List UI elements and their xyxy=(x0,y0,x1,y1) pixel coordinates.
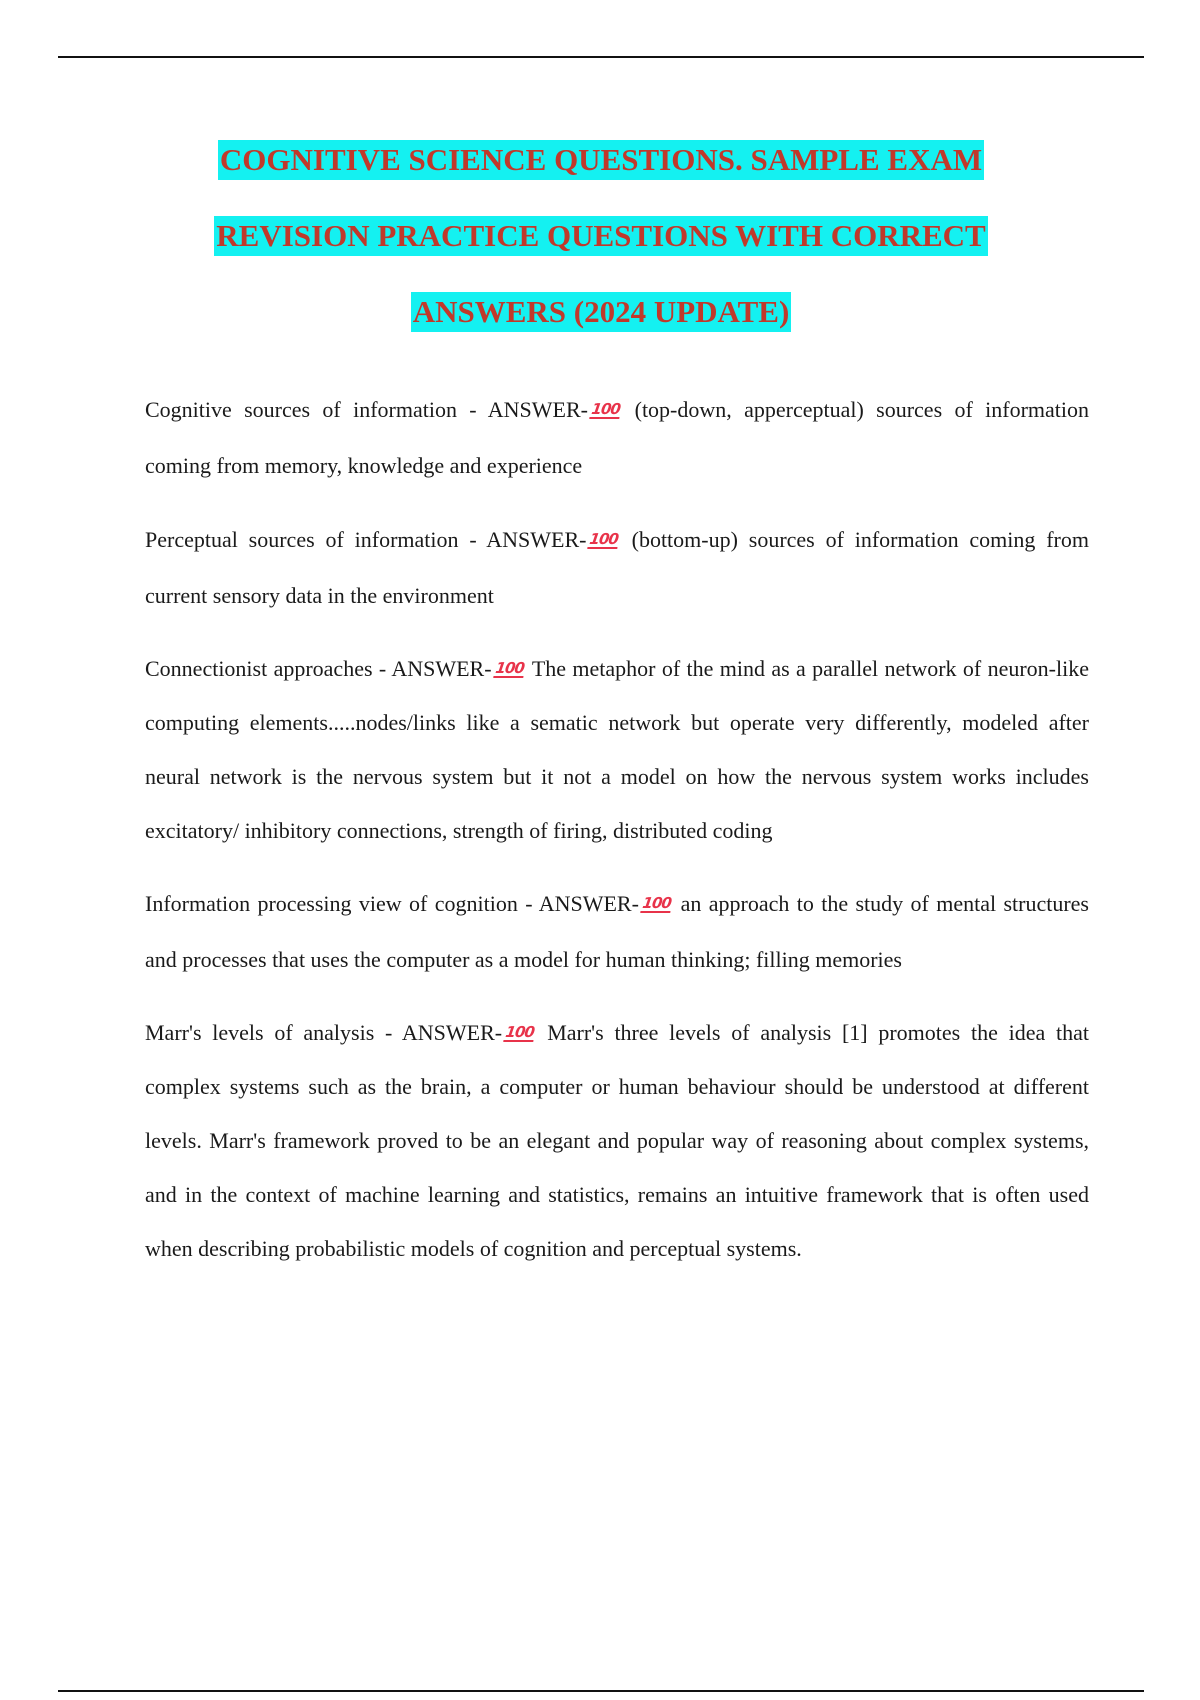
top-rule xyxy=(58,56,1144,58)
title-line-2: REVISION PRACTICE QUESTIONS WITH CORRECT xyxy=(214,216,987,256)
hundred-points-icon: 100 xyxy=(493,659,525,677)
qa-term: Cognitive sources of information - ANSWER- xyxy=(145,397,588,422)
qa-answer: (top-down, apperceptual) sources of information coming from memory, knowledge and experience xyxy=(145,397,1089,478)
qa-answer: The metaphor of the mind as a parallel network of neuron-like computing elements.....nodes/links like a sematic network but operate very differently, modeled after neural network is the nervous system but it not a model on how the nervous system works includes excitatory/ inhibitory connections, strength of firing, distributed coding xyxy=(145,656,1089,843)
qa-term: Information processing view of cognition - ANSWER- xyxy=(145,891,639,916)
qa-term: Marr's levels of analysis - ANSWER- xyxy=(145,1020,503,1045)
document-title xyxy=(58,140,1144,368)
title-line-3: ANSWERS (2024 UPDATE) xyxy=(411,292,792,332)
hundred-points-icon: 100 xyxy=(590,400,622,418)
hundred-points-icon: 100 xyxy=(588,530,620,548)
title-line-1: COGNITIVE SCIENCE QUESTIONS. SAMPLE EXAM xyxy=(218,140,984,180)
qa-list xyxy=(145,382,1089,1294)
qa-item-cognitive-sources xyxy=(145,382,1089,494)
qa-answer: (bottom-up) sources of information coming from current sensory data in the environment xyxy=(145,527,1089,608)
qa-item-perceptual-sources xyxy=(145,512,1089,624)
qa-term: Perceptual sources of information - ANSWER- xyxy=(145,527,587,552)
qa-item-connectionist-approaches xyxy=(145,642,1089,858)
bottom-rule xyxy=(58,1690,1144,1692)
qa-answer: an approach to the study of mental structures and processes that uses the computer as a model for human thinking; filling memories xyxy=(145,891,1089,972)
qa-answer: Marr's three levels of analysis [1] promotes the idea that complex systems such as the brain, a computer or human behaviour should be understood at different levels. Marr's framework proved to be an elegant and popular way of reasoning about complex systems, and in the context of machine learning and statistics, remains an intuitive framework that is often used when describing probabilistic models of cognition and perceptual systems. xyxy=(145,1020,1089,1261)
hundred-points-icon: 100 xyxy=(504,1023,536,1041)
qa-item-information-processing xyxy=(145,876,1089,988)
qa-term: Connectionist approaches - ANSWER- xyxy=(145,656,492,681)
hundred-points-icon: 100 xyxy=(641,894,673,912)
qa-item-marrs-levels xyxy=(145,1006,1089,1276)
